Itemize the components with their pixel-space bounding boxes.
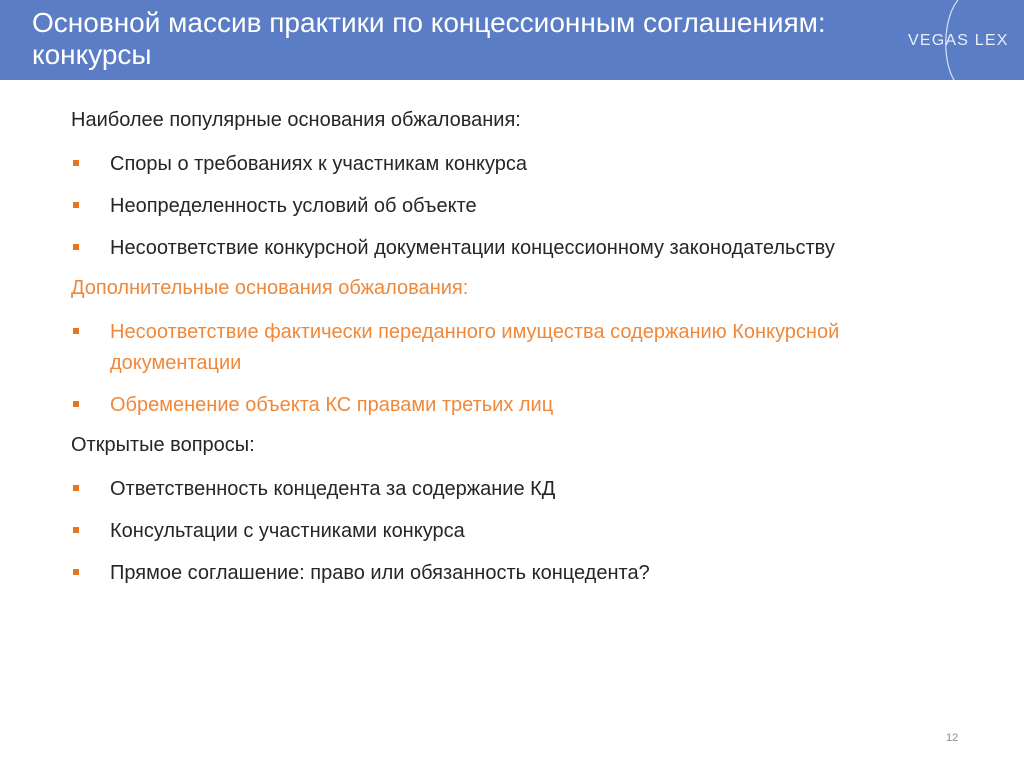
square-bullet-icon (73, 328, 79, 334)
header-bar (0, 0, 1024, 80)
list-item-text: Прямое соглашение: право или обязанность концедента? (110, 562, 650, 584)
list-item (71, 558, 951, 589)
list-item (71, 516, 951, 547)
square-bullet-icon (73, 485, 79, 491)
section-popular-grounds (71, 107, 951, 264)
list-item (71, 149, 951, 180)
list-item (71, 233, 951, 264)
list-item (71, 390, 951, 421)
list-item-text: Консультации с участниками конкурса (110, 520, 465, 542)
list-item (71, 317, 951, 379)
list-item (71, 474, 951, 505)
square-bullet-icon (73, 401, 79, 407)
section-open-questions (71, 432, 951, 589)
list-item-text: Ответственность концедента за содержание КД (110, 478, 556, 500)
list-item-text: Несоответствие фактически переданного имущества содержанию Конкурсной документации (110, 321, 840, 374)
page-number: 12 (946, 732, 959, 744)
square-bullet-icon (73, 569, 79, 575)
square-bullet-icon (73, 202, 79, 208)
list-item-text: Несоответствие конкурсной документации концессионному законодательству (110, 237, 835, 259)
list-item-text: Неопределенность условий об объекте (110, 195, 477, 217)
list-item-text: Споры о требованиях к участникам конкурса (110, 153, 528, 175)
square-bullet-icon (73, 160, 79, 166)
square-bullet-icon (73, 244, 79, 250)
section-additional-grounds (71, 275, 951, 421)
bullet-list (71, 474, 951, 589)
slide-title: Основной массив практики по концессионным соглашениям: конкурсы (32, 7, 826, 70)
section-heading: Дополнительные основания обжалования: (71, 277, 469, 299)
square-bullet-icon (73, 527, 79, 533)
list-item-text: Обременение объекта КС правами третьих лиц (110, 394, 554, 416)
slide-content (71, 107, 951, 600)
logo-text: VEGAS LEX (908, 32, 1009, 49)
list-item (71, 191, 951, 222)
section-heading: Открытые вопросы: (71, 434, 255, 456)
section-heading: Наиболее популярные основания обжалования: (71, 109, 521, 131)
bullet-list (71, 149, 951, 264)
bullet-list (71, 317, 951, 421)
